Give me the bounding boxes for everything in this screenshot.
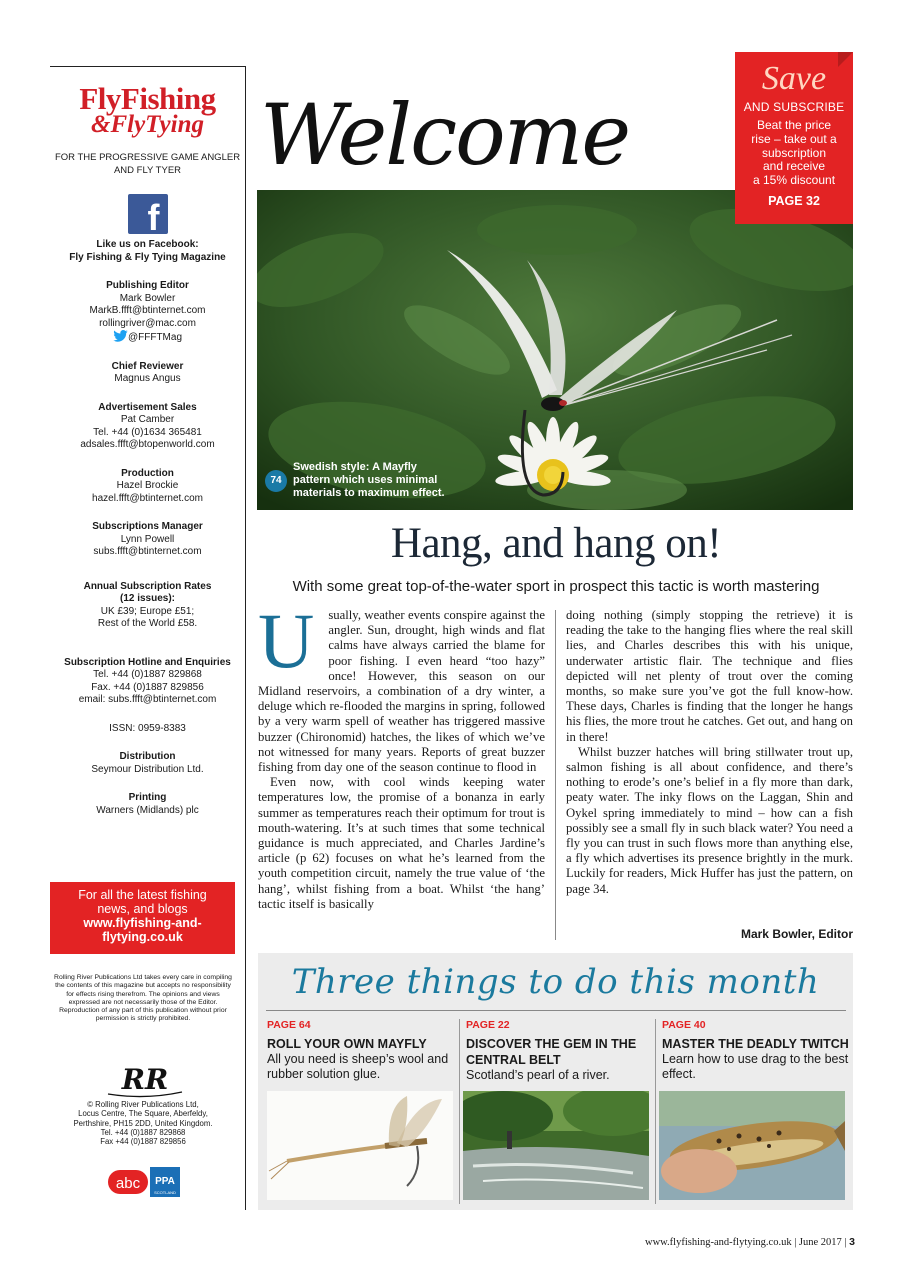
rates-block — [50, 581, 245, 631]
save-description — [735, 119, 853, 188]
publishing-editor-name: Mark Bowler — [119, 292, 176, 304]
save-line-1: Beat the price — [756, 118, 832, 132]
advertisement-email[interactable]: adsales.ffft@btopenworld.com — [80, 439, 215, 450]
printing-heading: Printing — [128, 792, 167, 803]
production-heading: Production — [121, 467, 174, 479]
thing-1-page: PAGE 64 — [267, 1019, 311, 1031]
publishing-editor-email-1[interactable]: MarkB.ffft@btinternet.com — [89, 305, 206, 316]
thing-3-desc: Learn how to use drag to the best effect. — [662, 1052, 849, 1081]
brown-trout-photo — [659, 1091, 845, 1200]
hero-caption — [265, 461, 445, 500]
copyright-block — [50, 1100, 236, 1146]
drop-cap: U — [258, 597, 315, 684]
advertisement-heading: Advertisement Sales — [98, 401, 197, 413]
logo-line-2: &FlyTying — [91, 111, 204, 138]
thing-3-page: PAGE 40 — [662, 1019, 706, 1031]
welcome-title-text: Welcome — [260, 86, 630, 184]
abc-badge-text: abc — [115, 1175, 141, 1192]
save-title: Save — [761, 60, 827, 97]
rr-monogram-logo — [100, 1062, 190, 1098]
column-divider — [555, 610, 556, 940]
thing-2-page: PAGE 22 — [466, 1019, 510, 1031]
caption-line-1: Swedish style: A Mayfly — [293, 461, 417, 473]
copyright-line-5: Fax +44 (0)1887 829856 — [100, 1137, 186, 1147]
page-number: 3 — [849, 1236, 855, 1248]
publishing-editor-block — [50, 280, 245, 345]
facebook-icon[interactable]: f — [128, 194, 168, 234]
welcome-title — [256, 62, 636, 192]
article-paragraph-4: Whilst buzzer hatches will bring stillwater trout up, salmon fishing is all about confidence, and there’s nothing to erode’s one’s belief in a fly more than dark, peaty water. The inky flows on the Laggan, Shin and Oykel spring immediately to mind – how can a fish possibly see a small fly in such black water? You need a fly you can trust in such flows more than anything else, a fly which advertises its presence brightly in the murk. Luckily for readers, Mick Huffer has just the pattern, on page 34. — [566, 744, 853, 896]
caption-page-badge: 74 — [265, 470, 287, 492]
article-paragraph-2: Even now, with cool winds keeping water temperatures low, the promise of a bonanza in early summer as temperatures reach their optimum for trout is mouth-watering. It’s at such times that some technical guidance is much appreciated, and Charles Jardine’s article (p 62) focuses on what he’s learned from the youth competition circuit, namely the true value of ‘the hang’, whilst fishing from a boat. Whilst ‘the hang’ tactic itself is basically — [258, 775, 545, 911]
thing-2-title: DISCOVER THE GEM IN THE CENTRAL BELT — [466, 1037, 637, 1067]
subscribe-offer-box[interactable] — [735, 52, 853, 224]
ppa-scotland-text: SCOTLAND — [154, 1190, 176, 1195]
chief-reviewer-name: Magnus Angus — [114, 373, 181, 384]
facebook-line-2: Fly Fishing & Fly Tying Magazine — [69, 252, 226, 263]
editor-signature: Mark Bowler, Editor — [740, 927, 853, 941]
production-name: Hazel Brockie — [116, 480, 179, 491]
subscriptions-block — [50, 521, 245, 559]
hotline-email[interactable]: email: subs.ffft@btinternet.com — [78, 694, 217, 705]
thing-1-title: ROLL YOUR OWN MAYFLY — [267, 1037, 427, 1051]
advertisement-name: Pat Camber — [120, 414, 175, 425]
three-things-rule — [266, 1010, 846, 1011]
thing-1-desc: All you need is sheep’s wool and rubber solution glue. — [267, 1052, 449, 1081]
hotline-block — [50, 657, 245, 707]
page-fold-corner — [838, 52, 853, 67]
subscriptions-email[interactable]: subs.ffft@btinternet.com — [93, 546, 202, 557]
twitter-handle[interactable] — [50, 330, 245, 345]
printing-block — [50, 792, 245, 817]
advertisement-tel: Tel. +44 (0)1634 365481 — [93, 426, 202, 438]
article-column-1 — [258, 597, 545, 912]
article-column-2 — [566, 608, 853, 897]
caption-line-3: materials to maximum effect. — [293, 487, 445, 499]
copyright-line-2: Locus Centre, The Square, Aberfeldy, — [78, 1109, 208, 1119]
copyright-line-1: © Rolling River Publications Ltd, — [87, 1100, 199, 1109]
disclaimer: Rolling River Publications Ltd takes every care in compiling the contents of this magazine but accepts no responsibility for effects rising therefrom. The opinions and views expressed are not necessarily those of the Editor. Reproduction of any part of this publication without prior permission is strictly prohibited. — [54, 974, 232, 1023]
chief-reviewer-heading: Chief Reviewer — [111, 360, 184, 372]
save-line-2: rise – take out a — [751, 131, 837, 146]
rates-line-1: UK £39; Europe £51; — [100, 605, 195, 617]
article-paragraph-3: doing nothing (simply stopping the retrieve) it is reading the take to the hanging flies where the real skill lies, and Charles describes this with his unique, underwater artistic flair. The technique and flies depicted will net plenty of trout over the coming months, so make sure you’ve got the full know-how. These days, Charles is finding that the longer he hangs his flies, the more trout he catches. Get out, and hang on in there! — [566, 608, 853, 744]
copyright-line-3: Perthshire, PH15 2DD, United Kingdom. — [73, 1118, 213, 1128]
production-block — [50, 468, 245, 506]
hotline-heading: Subscription Hotline and Enquiries — [64, 656, 231, 668]
thing-divider-2 — [655, 1019, 656, 1204]
thing-3-title: MASTER THE DEADLY TWITCH — [662, 1037, 849, 1051]
copyright-line-4: Tel. +44 (0)1887 829868 — [100, 1127, 186, 1137]
hotline-fax: Fax. +44 (0)1887 829856 — [91, 681, 204, 693]
rates-heading-1: Annual Subscription Rates — [83, 580, 212, 592]
save-page-ref[interactable]: PAGE 32 — [768, 193, 820, 208]
chief-reviewer-block — [50, 361, 245, 386]
rates-heading-2: (12 issues): — [119, 593, 176, 604]
publishing-editor-email-2[interactable]: rollingriver@mac.com — [99, 317, 196, 329]
tagline: FOR THE PROGRESSIVE GAME ANGLER AND FLY TYER — [54, 152, 241, 176]
save-line-5: a 15% discount — [752, 173, 836, 188]
advertisement-block — [50, 402, 245, 452]
paragraph-1-text: sually, weather events conspire against the angler. Sun, drought, high winds and flat calms have always carried the blame for poor fishing. I even heard “too hazy” once! However, this season on our Midland reservoirs, a combination of a dry winter, a deluge which re-flooded the margins in spring, followed by a very warm spell of weather has triggered massive buzzer (Chironomid) hatches, the likes of which we’ve not witnessed for many years. Reports of great buzzer fishing from day one of the season continue to flood in — [258, 608, 545, 775]
save-line-3: subscription — [761, 145, 827, 160]
article-paragraph-1 — [258, 597, 545, 775]
printing-name: Warners (Midlands) plc — [96, 804, 199, 816]
masthead-sidebar — [50, 66, 246, 1210]
thing-item-2[interactable] — [466, 1019, 654, 1083]
thing-item-1[interactable] — [267, 1019, 455, 1082]
caption-text — [293, 461, 445, 500]
distribution-block — [50, 751, 245, 776]
subscriptions-name: Lynn Powell — [120, 533, 175, 545]
article-subhead: With some great top-of-the-water sport in prospect this tactic is worth mastering — [292, 578, 820, 595]
save-subtitle: AND SUBSCRIBE — [743, 100, 845, 114]
thing-2-desc: Scotland’s pearl of a river. — [466, 1068, 610, 1082]
logo-line-1: FlyFishing — [79, 81, 216, 116]
subscriptions-heading: Subscriptions Manager — [92, 521, 203, 532]
hero-mayfly-photo — [257, 190, 853, 510]
production-email[interactable]: hazel.ffft@btinternet.com — [92, 492, 203, 504]
ppa-badge-text: PPA — [155, 1176, 175, 1187]
publishing-editor-heading: Publishing Editor — [106, 280, 189, 291]
promo-link-2[interactable]: flytying.co.uk — [102, 930, 183, 944]
footer-url-date[interactable]: www.flyfishing-and-flytying.co.uk | June 2017 | — [644, 1237, 847, 1248]
thing-item-3[interactable] — [662, 1019, 850, 1082]
website-promo[interactable] — [50, 882, 235, 954]
facebook-line-1: Like us on Facebook: — [96, 239, 199, 250]
distribution-name: Seymour Distribution Ltd. — [91, 763, 204, 775]
promo-link-1[interactable]: www.flyfishing-and- — [83, 916, 202, 930]
rr-monogram-text: RR — [121, 1063, 169, 1096]
abc-ppa-badges — [108, 1167, 183, 1197]
caption-line-2: pattern which uses minimal — [293, 474, 438, 486]
facebook-promo — [50, 238, 245, 264]
article-headline: Hang, and hang on! — [390, 520, 722, 567]
thing-divider-1 — [459, 1019, 460, 1204]
mayfly-pattern-photo — [267, 1091, 453, 1200]
promo-line-2: news, and blogs — [97, 902, 188, 916]
distribution-heading: Distribution — [119, 751, 176, 762]
page-footer — [645, 1236, 855, 1248]
save-line-4: and receive — [762, 159, 826, 174]
rates-line-2: Rest of the World £58. — [97, 618, 198, 629]
twitter-bird-icon — [113, 330, 128, 342]
three-things-panel — [258, 953, 853, 1210]
river-photo — [463, 1091, 649, 1200]
promo-line-1: For all the latest fishing — [78, 888, 207, 902]
twitter-handle-text: @FFFTMag — [127, 332, 183, 343]
issn: ISSN: 0959-8383 — [109, 722, 186, 734]
magazine-logo — [50, 83, 245, 137]
hotline-tel: Tel. +44 (0)1887 829868 — [93, 669, 202, 680]
three-things-title: Three things to do this month — [291, 962, 820, 1002]
